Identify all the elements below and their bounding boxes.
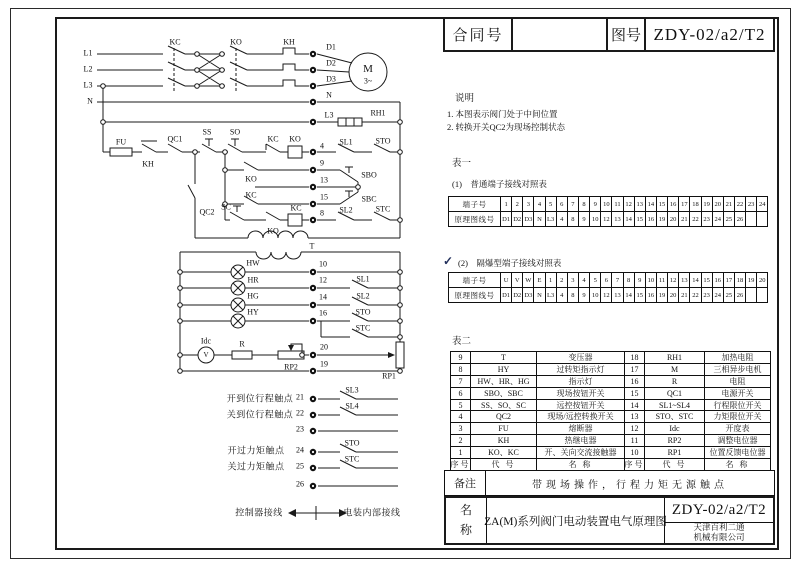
circuit-label: RP2: [284, 362, 298, 372]
terminal-no-cell: 20: [713, 197, 724, 212]
circuit-label: 13: [320, 175, 328, 185]
circuit-label: QC2: [199, 207, 215, 217]
terminal-no-cell: 5: [546, 197, 557, 212]
component-cell: SBO、SBC: [471, 388, 537, 400]
circuit-label: KC: [290, 203, 302, 213]
terminal-no-cell: 24: [757, 197, 768, 212]
component-cell: 电源开关: [705, 388, 771, 400]
wire-no-cell: 4: [557, 288, 568, 303]
terminal-row-label: 端子号: [449, 273, 501, 288]
terminal-no-cell: 14: [646, 197, 657, 212]
terminal-dot-center: [312, 69, 314, 71]
circuit-label: 关过力矩触点: [227, 461, 285, 472]
explosionproof-terminal-table: [448, 272, 768, 303]
circuit-label: KO: [267, 226, 279, 236]
terminal-no-cell: 10: [646, 273, 657, 288]
component-header-cell: 代 号: [645, 459, 705, 471]
component-cell: 现场按钮开关: [537, 388, 625, 400]
component-cell: 15: [625, 388, 645, 400]
circuit-label: KH: [142, 159, 154, 169]
wire-no-cell: D3: [523, 212, 534, 227]
component-cell: QC2: [471, 411, 537, 423]
circuit-label: HW: [246, 258, 260, 268]
wire-no-cell: 12: [601, 212, 612, 227]
circuit-label: N: [326, 90, 332, 100]
terminal-dot-center: [312, 398, 314, 400]
circuit-label: T: [309, 241, 315, 251]
component-cell: 4: [451, 411, 471, 423]
wire-no-cell: 26: [735, 288, 746, 303]
circuit-label: SL4: [345, 401, 359, 411]
component-cell: 开度表: [705, 423, 771, 435]
component-cell: 2: [451, 435, 471, 447]
terminal-no-cell: 17: [679, 197, 690, 212]
circuit-label: KC: [245, 190, 257, 200]
wire-no-cell: 13: [612, 212, 623, 227]
wire-no-cell: 22: [690, 288, 701, 303]
terminal-no-cell: 5: [590, 273, 601, 288]
circuit-label: STO: [355, 307, 371, 317]
circuit-label: SS: [202, 127, 212, 137]
circuit-label: SL1: [356, 274, 370, 284]
component-cell: SL1~SL4: [645, 400, 705, 412]
component-cell: QC1: [645, 388, 705, 400]
terminal-no-cell: 11: [657, 273, 668, 288]
terminal-no-cell: 4: [579, 273, 590, 288]
circuit-label: RH1: [370, 108, 386, 118]
note-item-1: 1. 本图表示阀门处于中间位置: [447, 109, 558, 119]
component-cell: 17: [625, 364, 645, 376]
wire-no-cell: 20: [668, 212, 679, 227]
circuit-label: D3: [326, 74, 336, 84]
wire-no-cell: 15: [635, 288, 646, 303]
circuit-label: L3: [83, 80, 93, 90]
wire-no-cell: 14: [624, 288, 635, 303]
circuit-label: STO: [344, 438, 360, 448]
wire-no-cell: 26: [735, 212, 746, 227]
component-cell: R: [645, 376, 705, 388]
wire-no-cell: D1: [501, 212, 512, 227]
terminal-no-cell: 19: [746, 273, 757, 288]
circuit-label: KO: [230, 37, 242, 47]
title-strip: [443, 17, 775, 52]
normal-terminal-table: [448, 196, 768, 227]
circuit-label: SBO: [361, 170, 377, 180]
circuit-label: STC: [375, 204, 391, 214]
circuit-label: 12: [319, 275, 327, 285]
circuit-label: KO: [245, 174, 257, 184]
terminal-row-label: 端子号: [449, 197, 501, 212]
component-cell: 13: [625, 411, 645, 423]
terminal-dot-center: [312, 320, 314, 322]
component-cell: 现场/远控转换开关: [537, 411, 625, 423]
component-cell: 指示灯: [537, 376, 625, 388]
wire-no-cell: D1: [501, 288, 512, 303]
wire-no-cell: D3: [523, 288, 534, 303]
table1-heading: 表一: [452, 159, 472, 169]
remark-text: 带现场操作，行程力矩无源触点: [532, 479, 728, 491]
terminal-no-cell: W: [523, 273, 534, 288]
component-cell: 远控按钮开关: [537, 400, 625, 412]
wire-no-cell: 20: [668, 288, 679, 303]
wire-no-cell: 9: [579, 212, 590, 227]
circuit-label: 21: [296, 392, 304, 402]
component-cell: 熔断器: [537, 423, 625, 435]
terminal-no-cell: 13: [679, 273, 690, 288]
terminal-no-cell: 15: [657, 197, 668, 212]
wire-no-cell: 25: [724, 288, 735, 303]
terminal-no-cell: 23: [746, 197, 757, 212]
terminal-no-cell: 12: [624, 197, 635, 212]
component-header-cell: 序号: [451, 459, 471, 469]
component-cell: 12: [625, 423, 645, 435]
component-list-table: [450, 351, 771, 471]
wire-no-cell: 16: [646, 288, 657, 303]
terminal-dot-center: [312, 186, 314, 188]
wire-no-cell: D2: [512, 288, 523, 303]
component-cell: T: [471, 352, 537, 364]
circuit-label: L2: [83, 64, 93, 74]
footer-drawing-no: ZDY-02/a2/T2: [665, 498, 773, 523]
component-cell: Idc: [645, 423, 705, 435]
table2-heading: 表二: [452, 337, 472, 347]
circuit-label: L1: [83, 48, 93, 58]
wire-no-cell: 8: [568, 212, 579, 227]
circuit-label: 3~: [363, 76, 373, 86]
circuit-label: D1: [326, 42, 336, 52]
terminal-no-cell: 19: [702, 197, 713, 212]
circuit-label: 开到位行程触点: [226, 393, 294, 404]
circuit-label: 22: [296, 408, 304, 418]
circuit-label: 9: [320, 158, 324, 168]
wire-no-cell: [757, 288, 768, 303]
component-cell: 18: [625, 352, 645, 364]
wire-no-cell: 24: [713, 288, 724, 303]
wire-no-cell: 14: [624, 212, 635, 227]
terminal-no-cell: E: [534, 273, 545, 288]
circuit-label: FU: [115, 137, 127, 147]
contract-no-label: 合同号: [445, 19, 513, 50]
terminal-no-cell: 18: [735, 273, 746, 288]
circuit-label: 开过力矩触点: [227, 445, 285, 456]
terminal-no-cell: 9: [635, 273, 646, 288]
circuit-label: 15: [320, 192, 328, 202]
wire-no-cell: 9: [579, 288, 590, 303]
component-cell: 11: [625, 435, 645, 447]
terminal-dot-center: [312, 169, 314, 171]
name-block: [444, 496, 775, 545]
wire-no-cell: D2: [512, 212, 523, 227]
circuit-label: M: [363, 63, 373, 75]
terminal-no-cell: 2: [512, 197, 523, 212]
terminal-dot-center: [312, 451, 314, 453]
component-cell: 位置反馈电位器: [705, 447, 771, 459]
component-header-cell: 名 称: [705, 459, 771, 471]
wire-no-cell: 19: [657, 212, 668, 227]
terminal-no-cell: 14: [690, 273, 701, 288]
company-line-2: 机械有限公司: [693, 532, 745, 542]
circuit-label: V: [203, 351, 209, 359]
wire-no-cell: 23: [702, 212, 713, 227]
wire-no-cell: L3: [546, 288, 557, 303]
circuit-label: SL1: [339, 137, 353, 147]
note-item-2: 2. 转换开关QC2为现场控制状态: [447, 122, 566, 132]
component-cell: 10: [625, 447, 645, 459]
circuit-label: QC1: [167, 134, 183, 144]
circuit-label: 24: [296, 445, 304, 455]
circuit-label: HG: [247, 291, 259, 301]
circuit-label: 20: [320, 342, 328, 352]
terminal-dot-center: [312, 430, 314, 432]
component-header-cell: 名 称: [537, 459, 625, 471]
circuit-label: HY: [247, 307, 259, 317]
circuit-label: 19: [320, 359, 328, 369]
terminal-dot-center: [312, 219, 314, 221]
terminal-no-cell: 6: [557, 197, 568, 212]
component-cell: 开、关向交流接触器: [537, 447, 625, 459]
component-cell: 调整电位器: [705, 435, 771, 447]
remark-label: 备注: [445, 471, 486, 495]
component-cell: 加热电阻: [705, 352, 771, 364]
circuit-label: 25: [296, 461, 304, 471]
terminal-no-cell: 7: [568, 197, 579, 212]
wire-no-cell: 19: [657, 288, 668, 303]
terminal-no-cell: 18: [690, 197, 701, 212]
name-label: [446, 498, 487, 543]
wire-no-cell: 12: [601, 288, 612, 303]
component-cell: RP2: [645, 435, 705, 447]
wire-no-cell: [746, 212, 757, 227]
terminal-no-cell: U: [501, 273, 512, 288]
wire-no-cell: N: [534, 212, 545, 227]
component-cell: 三相异步电机: [705, 364, 771, 376]
terminal-no-cell: 2: [557, 273, 568, 288]
terminal-dot-center: [312, 304, 314, 306]
wire-row-label: 原理图线号: [449, 288, 501, 303]
circuit-label: 26: [296, 479, 304, 489]
circuit-label: KC: [267, 134, 279, 144]
wire-no-cell: N: [534, 288, 545, 303]
drawing-title: ZA(M)系列阀门电动装置电气原理图: [487, 498, 665, 543]
circuit-label: SO: [229, 127, 241, 137]
circuit-label: SC: [221, 202, 231, 212]
terminal-no-cell: 4: [534, 197, 545, 212]
circuit-label: KH: [283, 37, 295, 47]
terminal-dot-center: [312, 121, 314, 123]
circuit-label: 电装内部接线: [343, 507, 401, 518]
terminal-dot-center: [312, 354, 314, 356]
wire-no-cell: 24: [713, 212, 724, 227]
terminal-dot-center: [312, 287, 314, 289]
component-cell: RP1: [645, 447, 705, 459]
wire-no-cell: 15: [635, 212, 646, 227]
component-cell: 力矩限位开关: [705, 411, 771, 423]
component-header-cell: 代 号: [471, 459, 537, 471]
circuit-label: STC: [344, 454, 360, 464]
circuit-label: STC: [355, 323, 371, 333]
component-cell: HY: [471, 364, 537, 376]
wire-no-cell: 16: [646, 212, 657, 227]
terminal-no-cell: 22: [735, 197, 746, 212]
drawing-no-value: ZDY-02/a2/T2: [653, 24, 766, 44]
terminal-no-cell: 20: [757, 273, 768, 288]
terminal-no-cell: 7: [612, 273, 623, 288]
terminal-dot-center: [312, 85, 314, 87]
circuit-label: SL2: [339, 205, 353, 215]
terminal-dot-center: [312, 467, 314, 469]
circuit-label: D2: [326, 58, 336, 68]
component-cell: KO、KC: [471, 447, 537, 459]
circuit-label: 14: [319, 292, 327, 302]
terminal-no-cell: 8: [624, 273, 635, 288]
wire-no-cell: 23: [702, 288, 713, 303]
terminal-dot-center: [312, 485, 314, 487]
component-cell: 行程限位开关: [705, 400, 771, 412]
circuit-label: RP1: [382, 371, 396, 381]
circuit-label: KC: [169, 37, 181, 47]
component-cell: KH: [471, 435, 537, 447]
terminal-dot-center: [312, 271, 314, 273]
remark-block: [444, 470, 775, 496]
terminal-dot-center: [312, 101, 314, 103]
wire-no-cell: 21: [679, 288, 690, 303]
circuit-label: KO: [289, 134, 301, 144]
circuit-label: 8: [320, 208, 324, 218]
component-cell: 8: [451, 364, 471, 376]
circuit-label: 16: [319, 308, 327, 318]
notes-heading: 说明: [455, 94, 475, 104]
table1-sub1-caption: (1) 普通端子接线对照表: [452, 179, 547, 189]
component-cell: FU: [471, 423, 537, 435]
circuit-label: 关到位行程触点: [226, 409, 294, 420]
terminal-no-cell: V: [512, 273, 523, 288]
contract-no-value: [513, 19, 608, 50]
component-cell: 7: [451, 376, 471, 388]
name-block-right: [665, 498, 773, 543]
terminal-no-cell: 21: [724, 197, 735, 212]
wire-no-cell: [757, 212, 768, 227]
circuit-label: SBC: [361, 194, 377, 204]
terminal-dot-center: [312, 414, 314, 416]
circuit-label: 4: [320, 141, 324, 151]
circuit-label: SL2: [356, 291, 370, 301]
name-label-text: 名称: [459, 503, 472, 537]
component-cell: 5: [451, 400, 471, 412]
terminal-no-cell: 11: [612, 197, 623, 212]
component-cell: 16: [625, 376, 645, 388]
circuit-label: Idc: [200, 336, 212, 346]
component-cell: 电阻: [705, 376, 771, 388]
circuit-label: 10: [319, 259, 327, 269]
component-cell: 14: [625, 400, 645, 412]
drawing-no-label: 图号: [608, 19, 646, 50]
terminal-no-cell: 12: [668, 273, 679, 288]
component-cell: SS、SO、SC: [471, 400, 537, 412]
circuit-label: R: [239, 339, 245, 349]
component-cell: 9: [451, 352, 471, 364]
component-cell: 6: [451, 388, 471, 400]
terminal-no-cell: 15: [702, 273, 713, 288]
circuit-label: L3: [324, 110, 334, 120]
table1-sub2-caption: (2) 隔爆型端子接线对照表: [458, 258, 562, 268]
circuit-label: 23: [296, 424, 304, 434]
component-cell: HW、HR、HG: [471, 376, 537, 388]
wire-no-cell: 10: [590, 288, 601, 303]
wire-row-label: 原理图线号: [449, 212, 501, 227]
terminal-no-cell: 1: [501, 197, 512, 212]
terminal-no-cell: 3: [523, 197, 534, 212]
terminal-no-cell: 16: [713, 273, 724, 288]
company-line-1: 天津百利二通: [693, 522, 745, 533]
terminal-dot-center: [312, 151, 314, 153]
terminal-no-cell: 6: [601, 273, 612, 288]
terminal-dot-center: [312, 370, 314, 372]
wire-no-cell: 8: [568, 288, 579, 303]
terminal-no-cell: 17: [724, 273, 735, 288]
circuit-label: 控制器接线: [235, 507, 283, 518]
component-cell: M: [645, 364, 705, 376]
wire-no-cell: 4: [557, 212, 568, 227]
component-cell: STO、STC: [645, 411, 705, 423]
circuit-label: HR: [247, 275, 259, 285]
component-cell: 热继电器: [537, 435, 625, 447]
terminal-dot-center: [312, 203, 314, 205]
terminal-no-cell: 9: [590, 197, 601, 212]
wire-no-cell: 10: [590, 212, 601, 227]
terminal-no-cell: 16: [668, 197, 679, 212]
component-header-cell: 序号: [625, 459, 645, 469]
wire-no-cell: 13: [612, 288, 623, 303]
circuit-label: STO: [375, 136, 391, 146]
component-cell: RH1: [645, 352, 705, 364]
wire-no-cell: L3: [546, 212, 557, 227]
wire-no-cell: 22: [690, 212, 701, 227]
wire-no-cell: [746, 288, 757, 303]
terminal-no-cell: 10: [601, 197, 612, 212]
circuit-label: SL3: [345, 385, 359, 395]
component-cell: 3: [451, 423, 471, 435]
component-cell: 过转矩指示灯: [537, 364, 625, 376]
company-name: [665, 523, 773, 543]
terminal-no-cell: 3: [568, 273, 579, 288]
wire-no-cell: 25: [724, 212, 735, 227]
component-cell: 1: [451, 447, 471, 459]
terminal-no-cell: 1: [546, 273, 557, 288]
check-icon: ✓: [443, 254, 454, 268]
component-cell: 变压器: [537, 352, 625, 364]
terminal-dot-center: [312, 53, 314, 55]
terminal-no-cell: 13: [635, 197, 646, 212]
terminal-no-cell: 8: [579, 197, 590, 212]
circuit-label: N: [87, 96, 93, 106]
wire-no-cell: 21: [679, 212, 690, 227]
